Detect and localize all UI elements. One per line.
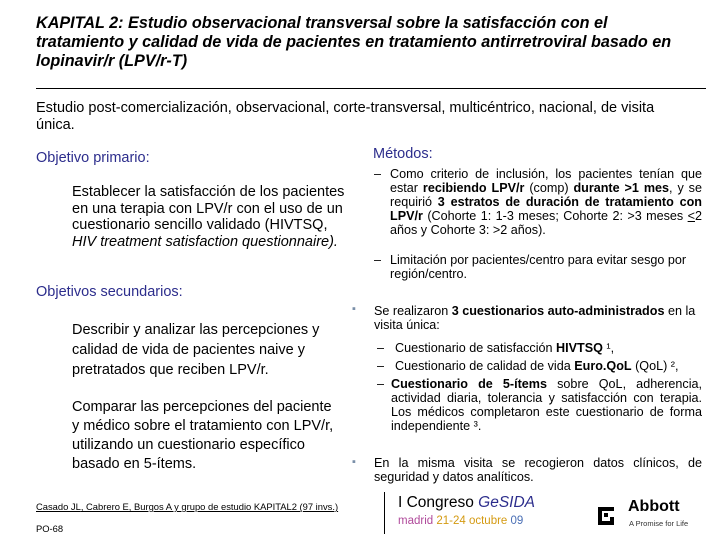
congress-name: I Congreso GeSIDA [398,494,536,511]
method-inclusion-criteria: Como criterio de inclusión, los pacientes tenían que estar recibiendo LPV/r (comp) durante >1 mes, y se requirió 3 estratos de duración de tratamiento con LPV/r (Cohorte 1: 1-3 meses; Cohorte 2: >3 meses <2 años y Cohorte 3: >2 años). [390,167,702,237]
title-divider [36,88,706,89]
method-clinical-data: En la misma visita se recogieron datos clínicos, de seguridad y datos analíticos. [374,456,702,484]
dash-marker: – [377,359,385,373]
authors-line: Casado JL, Cabrero E, Burgos A y grupo de estudio KAPITAL2 (97 invs.) [36,501,339,512]
secondary-objective-2: Comparar las percepciones del paciente y médico sobre el tratamiento con LPV/r, utilizando un cuestionario específico basado en 5-ítems. [72,399,334,472]
dash-marker: – [374,167,382,181]
congress-dates: madrid 21-24 octubre 09 [398,515,524,527]
secondary-objectives-heading: Objetivos secundarios: [36,284,183,300]
dash-marker: – [374,253,382,267]
slide-title: KAPITAL 2: Estudio observacional transversal sobre la satisfacción con el tratamiento y calidad de vida de pacientes en tratamiento antirretroviral basado en lopinavir/r (LPV/r-T) [36,14,672,70]
questionnaire-euroqol: Cuestionario de calidad de vida Euro.QoL (QoL) ², [395,359,679,373]
study-description: Estudio post-comercialización, observacional, corte-transversal, multicéntrico, nacional, de visita única. [36,100,655,133]
method-limitation: Limitación por pacientes/centro para evitar sesgo por región/centro. [390,253,687,281]
questionnaire-5-items: Cuestionario de 5-ítems sobre QoL, adherencia, actividad diaria, tolerancia y satisfacción con terapia. Los médicos completaron este cuestionario de forma independiente ³. [391,377,702,433]
poster-code: PO-68 [36,523,64,534]
abbott-logo-tagline: A Promise for Life [629,519,689,528]
primary-objective-heading: Objetivo primario: [36,150,150,166]
questionnaire-hivtsq: Cuestionario de satisfacción HIVTSQ ¹, [395,341,615,355]
square-bullet-icon: ▪ [352,303,356,315]
abbott-logo-name: Abbott [628,498,680,515]
methods-heading: Métodos: [373,146,433,162]
abbott-logo-icon [596,505,616,527]
footer-divider [384,492,385,534]
dash-marker: – [377,341,385,355]
square-bullet-icon: ▪ [352,456,356,468]
dash-marker: – [377,377,385,391]
method-questionnaires: Se realizaron 3 cuestionarios auto-administrados en la visita única: [374,304,696,332]
secondary-objective-1: Describir y analizar las percepciones y calidad de vida de pacientes naive y pretratados que reciben LPV/r. [72,322,320,378]
primary-objective-text: Establecer la satisfacción de los pacientes en una terapia con LPV/r con el uso de un cuestionario sencillo validado (HIVTSQ, HIV treatment satisfaction questionnaire). [72,184,345,250]
